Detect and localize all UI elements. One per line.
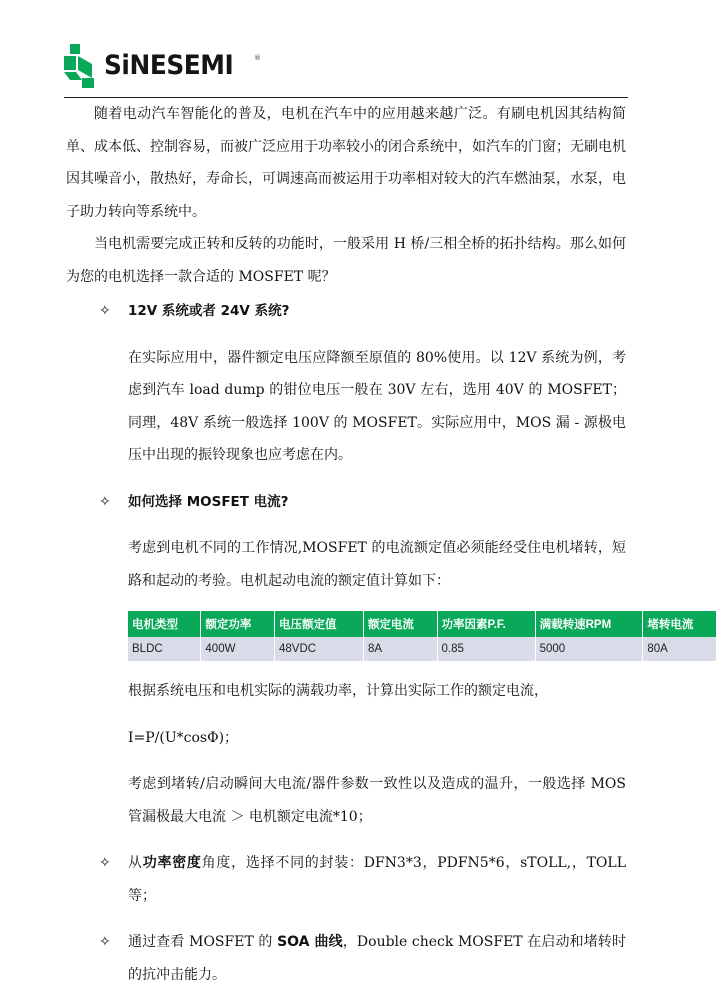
table-row: [128, 637, 717, 661]
current-calc-text: 根据系统电压和电机实际的满载功率，计算出实际工作的额定电流，: [128, 683, 548, 699]
package-pre: 从: [128, 855, 143, 871]
section-current-body: 考虑到电机不同的工作情况,MOSFET 的电流额定值必须能经受住电机堵转，短路和起动的考验。电机起动电流的额定值计算如下：: [128, 540, 626, 589]
registered-mark: ®: [254, 54, 261, 62]
table-header-row: [128, 611, 717, 637]
table-cell: 48VDC: [274, 637, 363, 661]
document-header: [64, 40, 628, 98]
section-voltage-title: 12V 系统或者 24V 系统?: [128, 303, 290, 319]
brand-name: SiNESEMI: [104, 50, 234, 81]
table-header-cell: 电压额定值: [274, 611, 363, 637]
current-selection-rule: 考虑到堵转/启动瞬间大电流/器件参数一致性以及造成的温升，一般选择 MOS 管漏极最大电流 ＞ 电机额定电流*10；: [128, 776, 626, 825]
table-cell: 400W: [201, 637, 275, 661]
package-post: 角度，选择不同的封装：DFN3*3，PDFN5*6，sTOLL,，TOLL 等；: [128, 855, 626, 904]
table-cell: 80A: [643, 637, 717, 661]
motor-spec-table: [128, 611, 717, 661]
soa-post: ，Double check MOSFET 在启动和堵转时的抗冲击能力。: [128, 934, 626, 983]
sinesemi-logo-icon: [64, 44, 98, 88]
section-current-heading: [66, 486, 626, 519]
section-package-text: [128, 847, 626, 912]
package-bold: 功率密度: [142, 855, 202, 871]
intro-paragraph-1: 随着电动汽车智能化的普及，电机在汽车中的应用越来越广泛。有刷电机因其结构简单、成本低、控制容易，而被广泛应用于功率较小的闭合系统中，如汽车的门窗；无刷电机因其噪音小，散热好，寿命长，可调速高而被运用于功率相对较大的汽车燃油泵，水泵，电子助力转向等系统中。: [66, 106, 626, 220]
section-soa: [66, 926, 626, 991]
table-header-cell: 堵转电流: [643, 611, 717, 637]
current-formula: I=P/(U*cosΦ)；: [128, 729, 239, 746]
diamond-bullet-icon: ✧: [99, 303, 111, 319]
table-header-cell: 功率因素P.F.: [437, 611, 535, 637]
table-cell: 5000: [535, 637, 643, 661]
document-body: [66, 98, 694, 1005]
soa-pre: 通过查看 MOSFET 的: [128, 934, 278, 950]
diamond-bullet-icon: ✧: [99, 934, 111, 950]
table-cell: 8A: [363, 637, 437, 661]
soa-bold: SOA 曲线: [277, 934, 343, 950]
table-header-cell: 满载转速RPM: [535, 611, 643, 637]
section-voltage-body: 在实际应用中，器件额定电压应降额至原值的 80%使用。以 12V 系统为例，考虑到汽车 load dump 的钳位电压一般在 30V 左右，选用 40V 的 MOSFET；同理，48V 系统一般选择 100V 的 MOSFET。实际应用中，MOS 漏 - 源极电压中出现的振铃现象也应考虑在内。: [128, 349, 626, 463]
table-header-cell: 额定电流: [363, 611, 437, 637]
section-current-title: 如何选择 MOSFET 电流?: [128, 493, 289, 510]
table-cell: 0.85: [437, 637, 535, 661]
table-header-cell: 额定功率: [201, 611, 275, 637]
section-soa-text: [128, 926, 626, 991]
section-voltage-heading: [66, 295, 626, 328]
section-package: [66, 847, 626, 912]
diamond-bullet-icon: ✧: [99, 855, 111, 871]
table-header-cell: 电机类型: [128, 611, 201, 637]
table-cell: BLDC: [128, 637, 201, 661]
intro-paragraph-2: 当电机需要完成正转和反转的功能时，一般采用 H 桥/三相全桥的拓扑结构。那么如何为您的电机选择一款合适的 MOSFET 呢？: [66, 236, 626, 285]
diamond-bullet-icon: ✧: [99, 493, 111, 510]
